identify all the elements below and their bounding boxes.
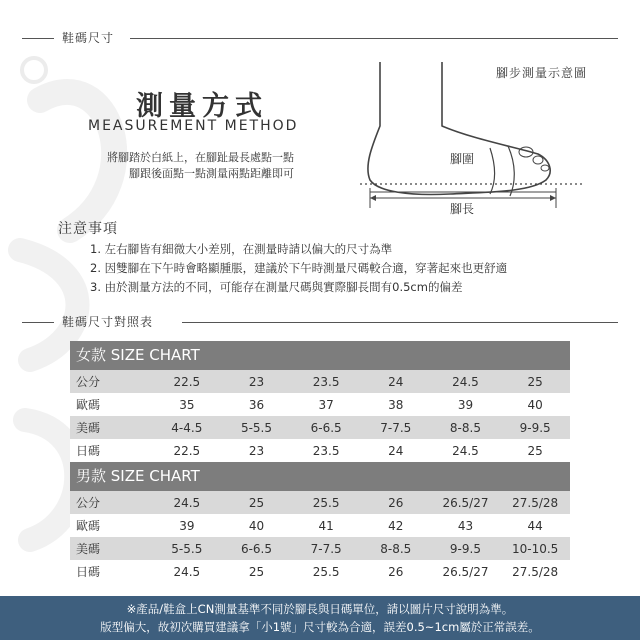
size-cell: 6-6.5 [291,416,361,439]
size-cell: 24.5 [431,439,501,462]
size-cell: 9-9.5 [500,416,570,439]
size-cell: 40 [222,514,292,537]
men-size-chart [70,462,570,583]
size-cell: 43 [431,514,501,537]
size-cell: 27.5/28 [500,491,570,514]
size-cell: 25 [222,491,292,514]
footer-line: ※產品/鞋盒上CN測量基準不同於腳長與日碼單位，請以圖片尺寸說明為準。 [126,602,514,616]
note-item: 3. 由於測量方法的不同，可能存在測量尺碼與實際腳長間有0.5cm的偏差 [90,280,463,294]
table-row [70,560,570,583]
size-cell: 4-4.5 [152,416,222,439]
row-label: 公分 [70,370,152,393]
size-cell: 5-5.5 [152,537,222,560]
men-size-table [70,491,570,583]
size-cell: 26 [361,491,431,514]
size-cell: 25.5 [291,491,361,514]
size-cell: 23 [222,439,292,462]
length-label: 腳長 [450,202,475,216]
section-header-chart [0,314,640,330]
diagram-caption: 腳步測量示意圖 [496,66,588,80]
size-cell: 25 [500,370,570,393]
row-label: 日碼 [70,439,152,462]
size-cell: 9-9.5 [431,537,501,560]
table-row [70,393,570,416]
size-cell: 22.5 [152,370,222,393]
row-label: 歐碼 [70,514,152,537]
method-subtitle: MEASUREMENT METHOD [88,118,299,134]
table-row [70,514,570,537]
women-size-table [70,370,570,462]
size-cell: 44 [500,514,570,537]
size-cell: 26.5/27 [431,560,501,583]
row-label: 日碼 [70,560,152,583]
size-cell: 10-10.5 [500,537,570,560]
size-cell: 24.5 [152,491,222,514]
table-row [70,370,570,393]
size-cell: 8-8.5 [431,416,501,439]
method-description [60,150,294,182]
circumference-label: 腳圍 [450,152,475,166]
size-cell: 39 [431,393,501,416]
size-cell: 7-7.5 [291,537,361,560]
size-cell: 42 [361,514,431,537]
table-row [70,439,570,462]
method-title: 測量方式 [136,91,268,122]
method-desc-line: 將腳踏於白紙上，在腳趾最長處點一點 [107,151,294,164]
row-label: 美碼 [70,537,152,560]
size-cell: 8-8.5 [361,537,431,560]
row-label: 公分 [70,491,152,514]
size-cell: 23 [222,370,292,393]
method-desc-line: 腳跟後面點一點測量兩點距離即可 [129,167,294,180]
section-title-chart: 鞋碼尺寸對照表 [62,315,154,329]
footer-line: 版型偏大，故初次購買建議拿「小1號」尺寸較為合適，誤差0.5~1cm屬於正常誤差。 [100,620,540,634]
size-cell: 26 [361,560,431,583]
row-label: 歐碼 [70,393,152,416]
size-cell: 24.5 [152,560,222,583]
note-item: 2. 因雙腳在下午時會略顯腫脹，建議於下午時測量尺碼較合適，穿著起來也更舒適 [90,261,508,275]
size-cell: 27.5/28 [500,560,570,583]
size-cell: 6-6.5 [222,537,292,560]
size-cell: 23.5 [291,439,361,462]
size-cell: 25 [222,560,292,583]
size-cell: 25.5 [291,560,361,583]
section-title-size: 鞋碼尺寸 [62,31,115,45]
size-cell: 7-7.5 [361,416,431,439]
size-cell: 25 [500,439,570,462]
women-chart-title: 女款 SIZE CHART [70,341,570,370]
note-item: 1. 左右腳皆有細微大小差別，在測量時請以偏大的尺寸為準 [90,242,393,256]
size-cell: 24 [361,439,431,462]
size-cell: 37 [291,393,361,416]
section-header-size [0,30,640,46]
footer-notice [0,596,640,640]
foot-diagram-icon [350,56,590,216]
size-cell: 5-5.5 [222,416,292,439]
table-row [70,416,570,439]
size-cell: 35 [152,393,222,416]
size-cell: 24.5 [431,370,501,393]
notes-list [90,240,630,297]
women-size-chart [70,341,570,462]
men-chart-title: 男款 SIZE CHART [70,462,570,491]
size-cell: 24 [361,370,431,393]
size-cell: 26.5/27 [431,491,501,514]
table-row [70,537,570,560]
size-cell: 22.5 [152,439,222,462]
size-cell: 23.5 [291,370,361,393]
table-row [70,491,570,514]
size-cell: 40 [500,393,570,416]
row-label: 美碼 [70,416,152,439]
size-cell: 38 [361,393,431,416]
notes-title: 注意事項 [58,221,118,237]
size-cell: 36 [222,393,292,416]
size-cell: 41 [291,514,361,537]
size-cell: 39 [152,514,222,537]
